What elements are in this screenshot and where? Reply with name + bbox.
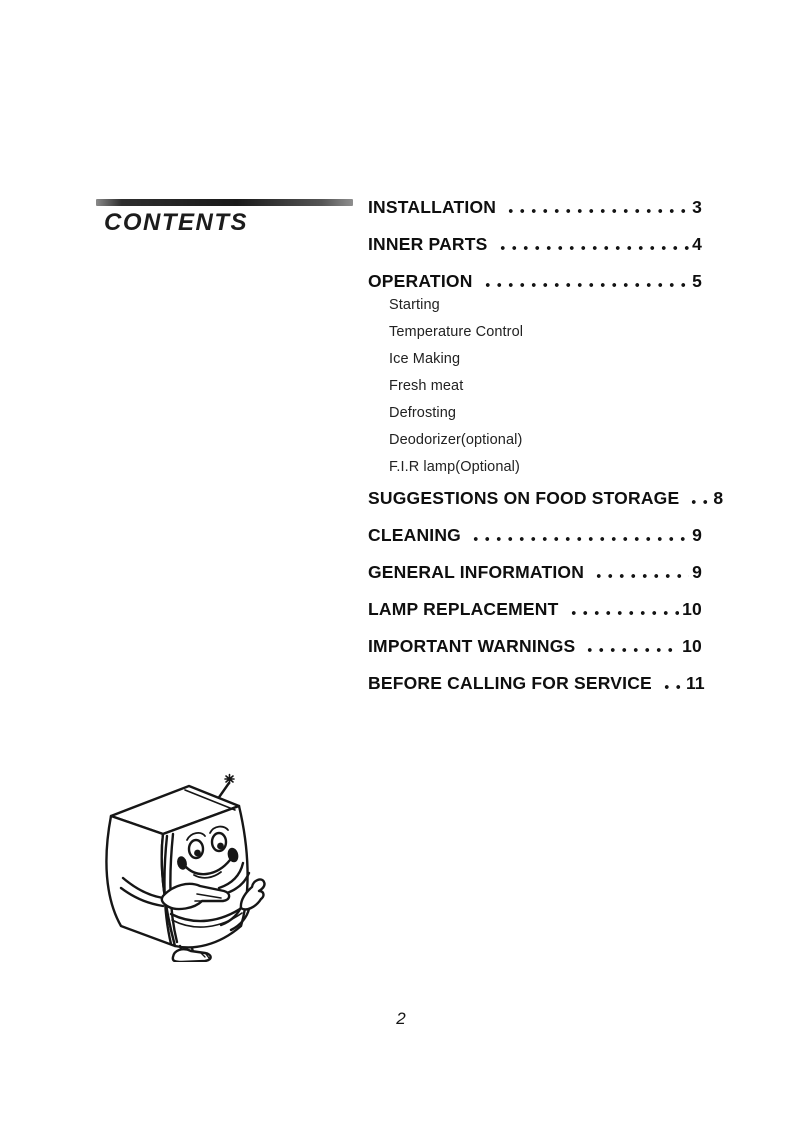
- toc-subitem-defrosting: Defrosting: [389, 405, 457, 421]
- toc-entry-page: 10: [682, 599, 702, 619]
- toc-entry-label: LAMP REPLACEMENT: [368, 599, 559, 619]
- dot-leader: [582, 635, 679, 657]
- toc-subitem-temperature-control: Temperature Control: [389, 324, 524, 340]
- toc-subitem-ice-making: Ice Making: [389, 351, 461, 367]
- toc-entry-label: SUGGESTIONS ON FOOD STORAGE: [368, 488, 680, 508]
- toc-entry-inner-parts: [368, 233, 702, 255]
- page-number: 2: [396, 1009, 406, 1028]
- toc-subitem-deodorizer: Deodorizer(optional): [389, 432, 523, 448]
- toc-entry-label: INSTALLATION: [368, 197, 497, 217]
- toc-entry-label: IMPORTANT WARNINGS: [368, 636, 576, 656]
- dot-leader: [480, 270, 690, 292]
- toc-entry-lamp-replacement: [368, 598, 702, 620]
- dot-leader: [495, 233, 690, 255]
- toc-entry-page: 4: [692, 234, 702, 254]
- toc-entry-page: 11: [685, 673, 705, 693]
- toc-entry-before-calling-for-service: [368, 672, 705, 694]
- toc-entry-label: BEFORE CALLING FOR SERVICE: [368, 673, 652, 693]
- table-of-contents: [368, 196, 724, 709]
- dot-leader: [566, 598, 680, 620]
- refrigerator-mascot-illustration: [93, 770, 275, 962]
- toc-entry-page: 3: [692, 197, 702, 217]
- refrigerator-mascot-icon: [93, 770, 275, 962]
- toc-entry-label: INNER PARTS: [368, 234, 488, 254]
- operation-subitems: [368, 292, 702, 481]
- toc-entry-page: 9: [692, 562, 702, 582]
- toc-entry-operation: [368, 270, 702, 292]
- toc-entry-label: GENERAL INFORMATION: [368, 562, 585, 582]
- toc-entry-label: CLEANING: [368, 525, 461, 545]
- toc-entry-label: OPERATION: [368, 271, 473, 291]
- toc-entry-installation: [368, 196, 702, 218]
- toc-entry-important-warnings: [368, 635, 702, 657]
- toc-subitem-starting: Starting: [389, 297, 440, 313]
- toc-subitem-fir-lamp: F.I.R lamp(Optional): [389, 459, 520, 475]
- toc-entry-general-information: [368, 561, 702, 583]
- dot-leader: [468, 524, 689, 546]
- toc-subitem-fresh-meat: Fresh meat: [389, 378, 464, 394]
- toc-entry-page: 5: [692, 271, 702, 291]
- dot-leader: [686, 487, 710, 509]
- dot-leader: [503, 196, 689, 218]
- contents-title-rule: [96, 199, 353, 206]
- toc-entry-page: 10: [682, 636, 702, 656]
- dot-leader: [591, 561, 689, 583]
- page-title: CONTENTS: [104, 209, 248, 236]
- toc-entry-page: 9: [692, 525, 702, 545]
- toc-entry-page: 8: [713, 488, 724, 508]
- dot-leader: [659, 672, 683, 694]
- toc-entry-cleaning: [368, 524, 702, 546]
- toc-entry-suggestions-on-food-storage: [368, 487, 724, 509]
